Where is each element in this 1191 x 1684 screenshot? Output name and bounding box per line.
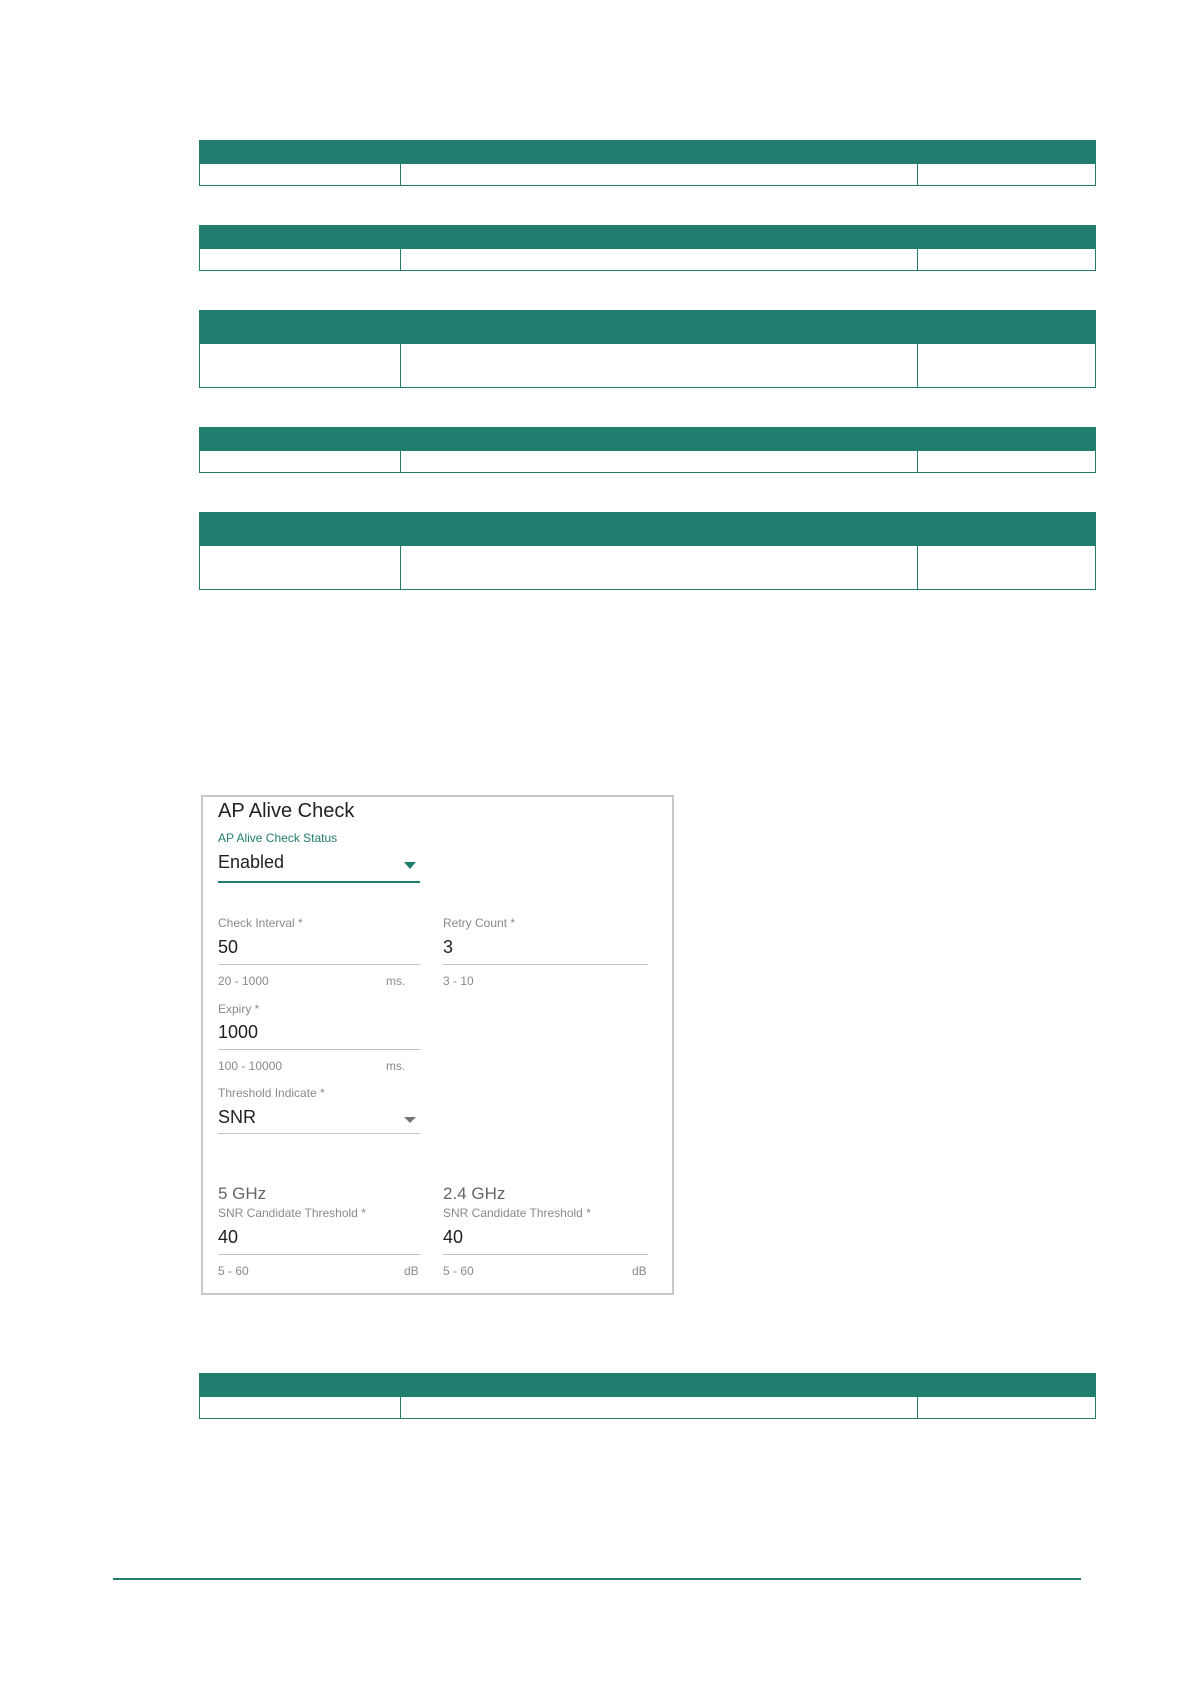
table-header-cell — [401, 513, 918, 546]
table-header-cell — [200, 428, 401, 451]
table-header-cell — [200, 226, 401, 249]
table-cell — [401, 1397, 918, 1419]
param-table-6 — [199, 1373, 1096, 1419]
check-interval-label: Check Interval * — [218, 916, 303, 930]
table-cell — [200, 344, 401, 388]
param-table-4 — [199, 427, 1096, 473]
caret-down-icon — [404, 862, 416, 869]
table-header-cell — [918, 141, 1096, 164]
status-select-underline — [218, 881, 420, 883]
status-select-label: AP Alive Check Status — [218, 831, 338, 845]
snr-threshold-5ghz-unit: dB — [404, 1264, 419, 1278]
snr-threshold-24ghz-input[interactable]: 40 — [443, 1227, 464, 1247]
table-cell — [200, 546, 401, 590]
expiry-unit: ms. — [386, 1059, 406, 1073]
retry-count-range: 3 - 10 — [443, 974, 474, 988]
expiry-range: 100 - 10000 — [218, 1059, 283, 1073]
table-cell — [918, 1397, 1096, 1419]
table-header-cell — [200, 513, 401, 546]
table-cell — [918, 344, 1096, 388]
check-interval-range: 20 - 1000 — [218, 974, 269, 988]
snr-threshold-24ghz-label: SNR Candidate Threshold * — [443, 1206, 591, 1220]
table-cell — [918, 546, 1096, 590]
param-table-1 — [199, 140, 1096, 186]
expiry-underline — [218, 1049, 420, 1050]
table-cell — [401, 344, 918, 388]
table-header-cell — [918, 311, 1096, 344]
expiry-label: Expiry * — [218, 1002, 260, 1016]
check-interval-input[interactable]: 50 — [218, 937, 239, 957]
param-table-5 — [199, 512, 1096, 590]
snr-threshold-24ghz-range: 5 - 60 — [443, 1264, 474, 1278]
snr-threshold-5ghz-label: SNR Candidate Threshold * — [218, 1206, 366, 1220]
expiry-input[interactable]: 1000 — [218, 1022, 259, 1042]
table-cell — [401, 546, 918, 590]
panel-title: AP Alive Check — [218, 800, 355, 822]
band-24ghz-heading: 2.4 GHz — [443, 1184, 506, 1203]
table-header-cell — [200, 141, 401, 164]
table-header-cell — [918, 1374, 1096, 1397]
status-select-value: Enabled — [218, 852, 285, 872]
retry-count-input[interactable]: 3 — [443, 937, 454, 957]
threshold-indicate-underline — [218, 1133, 420, 1134]
status-select[interactable] — [218, 849, 420, 881]
ap-alive-check-panel — [201, 795, 674, 1295]
table-header-cell — [401, 311, 918, 344]
threshold-indicate-label: Threshold Indicate * — [218, 1086, 325, 1100]
table-header-cell — [401, 141, 918, 164]
footer-divider — [113, 1578, 1081, 1580]
threshold-indicate-value: SNR — [218, 1107, 257, 1127]
table-cell — [200, 451, 401, 473]
snr-threshold-5ghz-range: 5 - 60 — [218, 1264, 249, 1278]
snr-threshold-24ghz-unit: dB — [632, 1264, 647, 1278]
retry-count-underline — [443, 964, 648, 965]
table-cell — [918, 164, 1096, 186]
table-header-cell — [401, 226, 918, 249]
table-header-cell — [401, 428, 918, 451]
table-cell — [401, 249, 918, 271]
table-header-cell — [918, 428, 1096, 451]
table-cell — [200, 164, 401, 186]
table-cell — [401, 451, 918, 473]
snr-threshold-5ghz-input[interactable]: 40 — [218, 1227, 239, 1247]
table-cell — [918, 451, 1096, 473]
check-interval-unit: ms. — [386, 974, 406, 988]
table-header-cell — [401, 1374, 918, 1397]
band-5ghz-heading: 5 GHz — [218, 1184, 267, 1203]
threshold-indicate-select[interactable] — [218, 1105, 420, 1133]
param-table-2 — [199, 225, 1096, 271]
snr-threshold-24ghz-underline — [443, 1254, 648, 1255]
table-header-cell — [918, 226, 1096, 249]
table-cell — [200, 1397, 401, 1419]
table-cell — [200, 249, 401, 271]
table-header-cell — [200, 311, 401, 344]
table-header-cell — [918, 513, 1096, 546]
caret-down-icon — [404, 1117, 416, 1123]
param-table-3 — [199, 310, 1096, 388]
table-header-cell — [200, 1374, 401, 1397]
table-cell — [918, 249, 1096, 271]
check-interval-underline — [218, 964, 420, 965]
snr-threshold-5ghz-underline — [218, 1254, 420, 1255]
retry-count-label: Retry Count * — [443, 916, 516, 930]
table-cell — [401, 164, 918, 186]
